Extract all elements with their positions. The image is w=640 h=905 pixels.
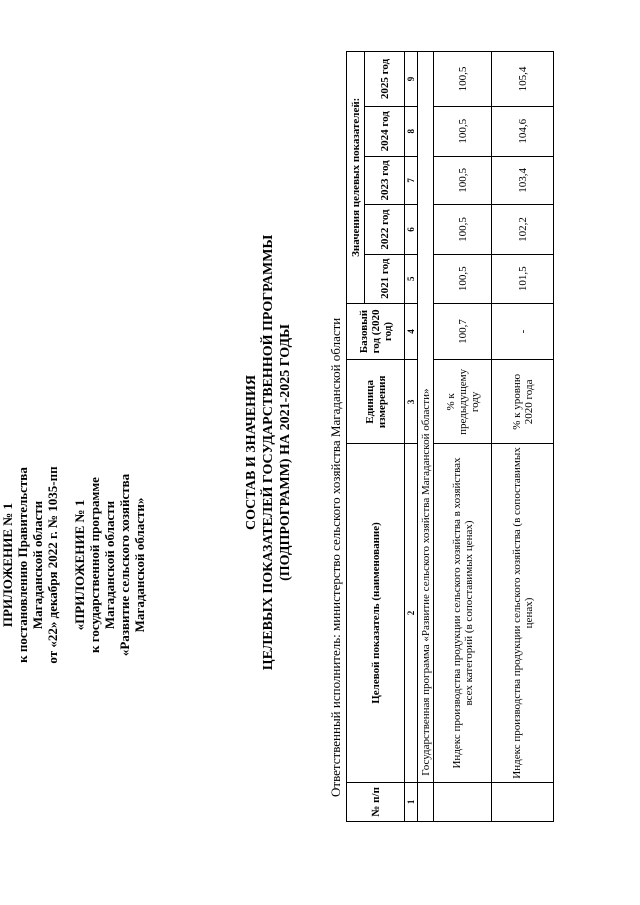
header-year-2021: 2021 год [365, 254, 405, 303]
row-2021: 100,5 [434, 254, 492, 303]
column-number: 8 [405, 106, 418, 156]
row-2021: 101,5 [492, 254, 554, 303]
header-year-2023: 2023 год [365, 156, 405, 205]
header-year-2024: 2024 год [365, 106, 405, 156]
column-number: 3 [405, 360, 418, 444]
column-number: 1 [405, 782, 418, 821]
row-2025: 105,4 [492, 52, 554, 107]
program-row [418, 52, 434, 822]
appendix-title: ПРИЛОЖЕНИЕ № 1 [0, 502, 15, 628]
header-year-2025: 2025 год [365, 52, 405, 107]
appendix-line: к государственной программе [87, 477, 102, 653]
row-2022: 100,5 [434, 205, 492, 255]
row-2024: 100,5 [434, 106, 492, 156]
row-indicator: Индекс производства продукции сельского хозяйства (в сопоставимых ценах) [492, 444, 554, 782]
row-2025: 100,5 [434, 52, 492, 107]
row-num [492, 782, 554, 821]
header-unit: Единица измерения [347, 360, 405, 444]
header-base-year: Базовый год (2020 год) [347, 303, 405, 360]
row-unit: % к предыдущему году [434, 360, 492, 444]
document-heading [243, 0, 294, 905]
header-target-values: Значения целевых показателей: [347, 52, 365, 304]
appendix-line: Магаданской области [102, 500, 117, 630]
heading-line: (ПОДПРОГРАММ) НА 2021-2025 ГОДЫ [278, 324, 293, 581]
row-unit: % к уровню 2020 года [492, 360, 554, 444]
header-year-2022: 2022 год [365, 205, 405, 255]
row-2023: 100,5 [434, 156, 492, 205]
appendix-block [0, 345, 147, 785]
indicators-table [346, 51, 554, 822]
responsible-executor: Ответственный исполнитель: министерство сельского хозяйства Магаданской области [328, 317, 343, 797]
column-number: 5 [405, 254, 418, 303]
appendix-title-2: «ПРИЛОЖЕНИЕ № 1 [72, 499, 87, 631]
appendix-line: от «22» декабря 2022 г. № 1035-пп [45, 466, 60, 664]
row-2024: 104,6 [492, 106, 554, 156]
column-number: 7 [405, 156, 418, 205]
header-row [347, 52, 365, 822]
row-2023: 103,4 [492, 156, 554, 205]
table-row [434, 52, 492, 822]
appendix-line: «Развитие сельского хозяйства [117, 473, 132, 657]
row-indicator: Индекс производства продукции сельского хозяйства в хозяйствах всех категорий (в сопоставимых ценах) [434, 444, 492, 782]
appendix-line: Магаданской области» [132, 497, 147, 633]
row-base: 100,7 [434, 303, 492, 360]
header-num: № п/п [347, 782, 405, 821]
header-indicator: Целевой показатель (наименование) [347, 444, 405, 782]
column-number: 6 [405, 205, 418, 255]
heading-line: СОСТАВ И ЗНАЧЕНИЯ [244, 374, 259, 531]
row-num [434, 782, 492, 821]
column-number: 9 [405, 52, 418, 107]
column-number-row [405, 52, 418, 822]
program-num-cell [418, 782, 434, 821]
column-number: 4 [405, 303, 418, 360]
row-base: - [492, 303, 554, 360]
appendix-line: Магаданской области [30, 500, 45, 630]
table-row [492, 52, 554, 822]
row-2022: 102,2 [492, 205, 554, 255]
heading-line: ЦЕЛЕВЫХ ПОКАЗАТЕЛЕЙ ГОСУДАРСТВЕННОЙ ПРОГРАММЫ [261, 234, 276, 671]
appendix-line: к постановлению Правительства [15, 467, 30, 663]
column-number: 2 [405, 444, 418, 782]
program-name: Государственная программа «Развитие сельского хозяйства Магаданской области» [418, 52, 434, 783]
